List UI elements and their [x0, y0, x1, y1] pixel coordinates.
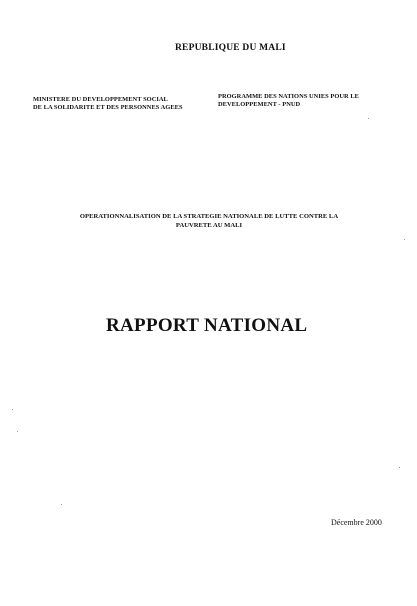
report-date: Décembre 2000 [331, 518, 382, 527]
program-block [218, 93, 388, 109]
ministry-line-1: MINISTERE DU DEVELOPPEMENT SOCIAL [33, 96, 168, 103]
subject-line-2: PAUVRETE AU MALI [175, 222, 243, 229]
subject-line-1: OPERATIONNALISATION DE LA STRATEGIE NATIONALE DE LUTTE CONTRE LA [79, 213, 339, 220]
scan-speck [61, 504, 62, 505]
scan-speck [399, 467, 400, 468]
program-line-2: DEVELOPPEMENT - PNUD [218, 101, 301, 108]
scan-speck [17, 431, 18, 432]
scan-speck [404, 239, 405, 240]
ministry-block [33, 96, 218, 112]
country-heading: REPUBLIQUE DU MALI [175, 43, 286, 53]
subject-block [44, 212, 374, 230]
ministry-line-2: DE LA SOLIDARITE ET DES PERSONNES AGEES [33, 104, 183, 111]
program-line-1: PROGRAMME DES NATIONS UNIES POUR LE [218, 93, 359, 100]
scan-speck [368, 118, 369, 119]
report-title: RAPPORT NATIONAL [106, 315, 308, 336]
scan-speck [12, 409, 13, 410]
